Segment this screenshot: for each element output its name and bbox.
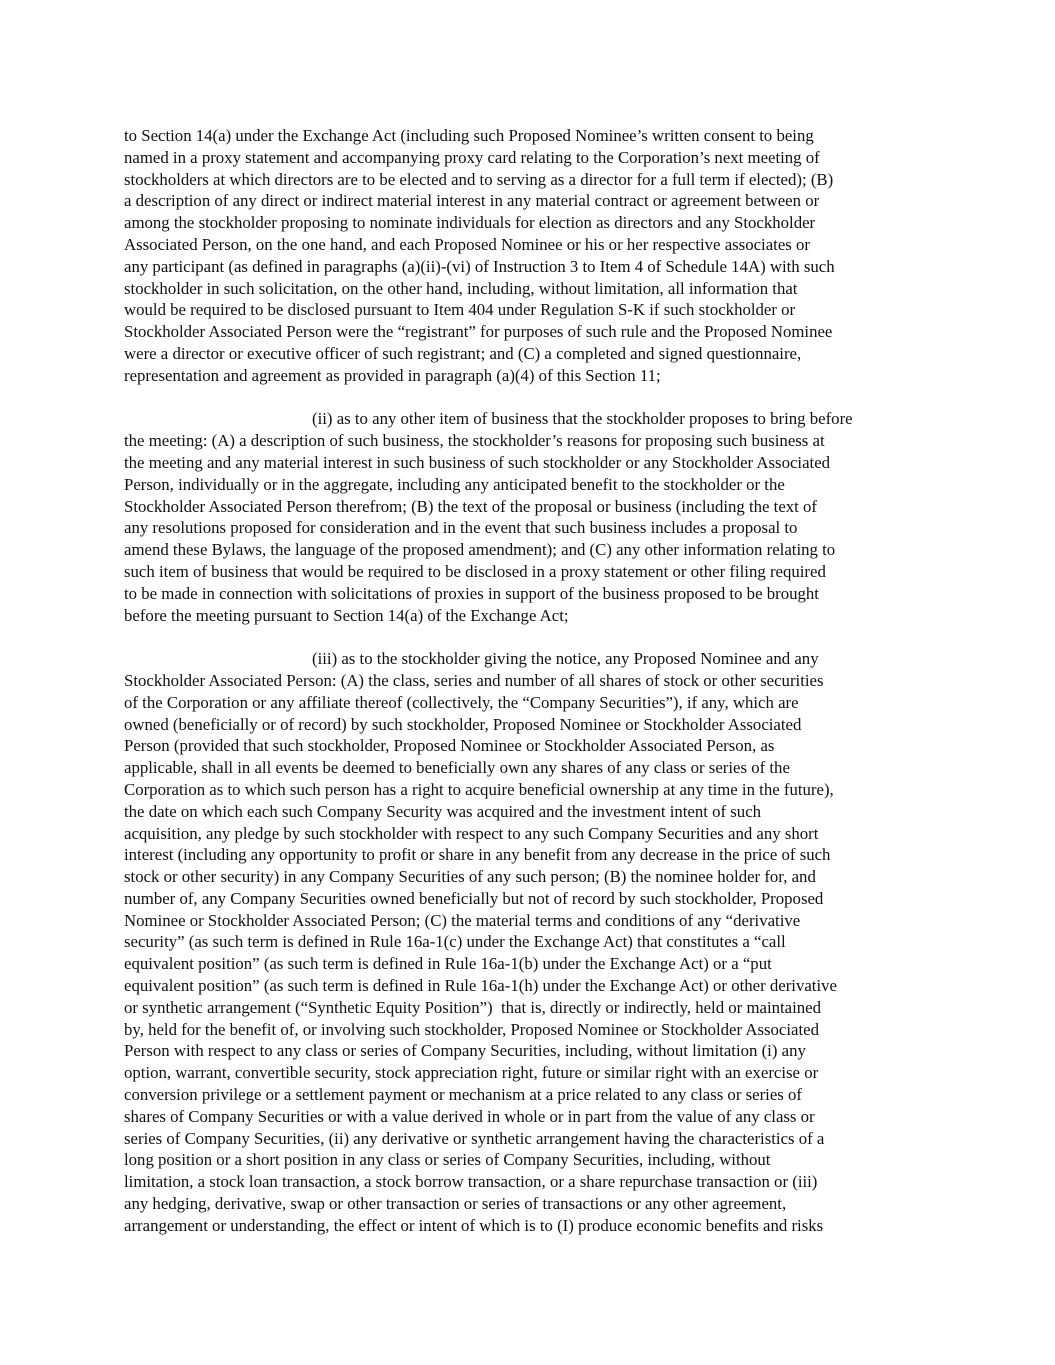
text-line: named in a proxy statement and accompanying proxy card relating to the Corporation’s next meeting of: [124, 147, 820, 167]
text-line: the date on which each such Company Security was acquired and the investment intent of such: [124, 801, 762, 821]
text-line: the meeting and any material interest in such business of such stockholder or any Stockholder Associated: [124, 452, 831, 472]
text-line: any hedging, derivative, swap or other transaction or series of transactions or any other agreement,: [124, 1194, 787, 1214]
text-line: number of, any Company Securities owned beneficially but not of record by such stockholder, Proposed: [124, 888, 824, 908]
text-line: any resolutions proposed for consideration and in the event that such business includes a proposal to: [124, 518, 798, 538]
text-line: stock or other security) in any Company Securities of any such person; (B) the nominee holder for, and: [124, 867, 816, 887]
text-line: before the meeting pursuant to Section 14(a) of the Exchange Act;: [124, 605, 569, 625]
text-line: Associated Person, on the one hand, and each Proposed Nominee or his or her respective associates or: [124, 234, 810, 254]
text-line: Nominee or Stockholder Associated Person; (C) the material terms and conditions of any “derivative: [124, 910, 801, 930]
document-page: [124, 125, 944, 1258]
text-line: by, held for the benefit of, or involving such stockholder, Proposed Nominee or Stockholder Associated: [124, 1019, 819, 1039]
text-line: Corporation as to which such person has a right to acquire beneficial ownership at any time in the future),: [124, 779, 834, 799]
text-line: shares of Company Securities or with a value derived in whole or in part from the value of any class or: [124, 1106, 815, 1126]
paragraph-other-business: [124, 408, 944, 626]
text-line: option, warrant, convertible security, stock appreciation right, future or similar right with an exercise or: [124, 1063, 819, 1083]
text-line: Person, individually or in the aggregate, including any anticipated benefit to the stockholder or the: [124, 474, 785, 494]
text-line: such item of business that would be required to be disclosed in a proxy statement or other filing required: [124, 561, 826, 581]
text-line: series of Company Securities, (ii) any derivative or synthetic arrangement having the characteristics of a: [124, 1128, 825, 1148]
text-line: owned (beneficially or of record) by such stockholder, Proposed Nominee or Stockholder Associated: [124, 714, 802, 734]
text-line: to be made in connection with solicitations of proxies in support of the business proposed to be brought: [124, 583, 819, 603]
text-line: long position or a short position in any class or series of Company Securities, including, without: [124, 1150, 771, 1170]
text-line: Person (provided that such stockholder, Proposed Nominee or Stockholder Associated Person, as: [124, 736, 775, 756]
text-line: would be required to be disclosed pursuant to Item 404 under Regulation S-K if such stockholder or: [124, 300, 796, 320]
text-line: stockholder in such solicitation, on the other hand, including, without limitation, all information that: [124, 278, 798, 298]
text-line: any participant (as defined in paragraphs (a)(ii)-(vi) of Instruction 3 to Item 4 of Schedule 14A) with such: [124, 256, 835, 276]
text-line: interest (including any opportunity to profit or share in any benefit from any decrease in the price of such: [124, 845, 831, 865]
text-line: amend these Bylaws, the language of the proposed amendment); and (C) any other information relating to: [124, 540, 836, 560]
text-line-indented: (ii) as to any other item of business that the stockholder proposes to bring before: [312, 409, 853, 429]
text-line: to Section 14(a) under the Exchange Act (including such Proposed Nominee’s written consent to being: [124, 126, 814, 145]
text-line: acquisition, any pledge by such stockholder with respect to any such Company Securities and any short: [124, 823, 819, 843]
text-line: equivalent position” (as such term is defined in Rule 16a-1(h) under the Exchange Act) or other derivative: [124, 976, 837, 996]
text-line: stockholders at which directors are to be elected and to serving as a director for a full term if elected); (B): [124, 169, 834, 189]
text-line: limitation, a stock loan transaction, a stock borrow transaction, or a share repurchase transaction or (iii): [124, 1172, 818, 1192]
text-line: representation and agreement as provided in paragraph (a)(4) of this Section 11;: [124, 365, 661, 385]
text-line: were a director or executive officer of such registrant; and (C) a completed and signed questionnaire,: [124, 343, 802, 363]
text-line: Stockholder Associated Person were the “registrant” for purposes of such rule and the Proposed Nominee: [124, 322, 833, 342]
text-line: Person with respect to any class or series of Company Securities, including, without limitation (i) any: [124, 1041, 806, 1061]
text-line: of the Corporation or any affiliate thereof (collectively, the “Company Securities”), if any, which are: [124, 692, 799, 712]
text-line: the meeting: (A) a description of such business, the stockholder’s reasons for proposing such business at: [124, 431, 825, 451]
text-line: Stockholder Associated Person: (A) the class, series and number of all shares of stock or other securities: [124, 670, 824, 690]
paragraph-stockholder-notice: [124, 648, 944, 1237]
text-line: applicable, shall in all events be deemed to beneficially own any shares of any class or series of the: [124, 758, 790, 778]
paragraph-nominee-consent: [124, 125, 944, 387]
text-line: a description of any direct or indirect material interest in any material contract or agreement between or: [124, 191, 820, 211]
text-line: among the stockholder proposing to nominate individuals for election as directors and any Stockholder: [124, 213, 816, 233]
text-line-indented: (iii) as to the stockholder giving the notice, any Proposed Nominee and any: [312, 649, 819, 669]
text-line: arrangement or understanding, the effect or intent of which is to (I) produce economic benefits and risks: [124, 1215, 824, 1235]
text-line: Stockholder Associated Person therefrom; (B) the text of the proposal or business (including the text of: [124, 496, 818, 516]
text-line: equivalent position” (as such term is defined in Rule 16a-1(b) under the Exchange Act) or a “put: [124, 954, 772, 974]
text-line: or synthetic arrangement (“Synthetic Equity Position”) that is, directly or indirectly, held or maintained: [124, 997, 822, 1017]
text-line: security” (as such term is defined in Rule 16a-1(c) under the Exchange Act) that constitutes a “call: [124, 932, 786, 952]
text-line: conversion privilege or a settlement payment or mechanism at a price related to any class or series of: [124, 1085, 802, 1105]
